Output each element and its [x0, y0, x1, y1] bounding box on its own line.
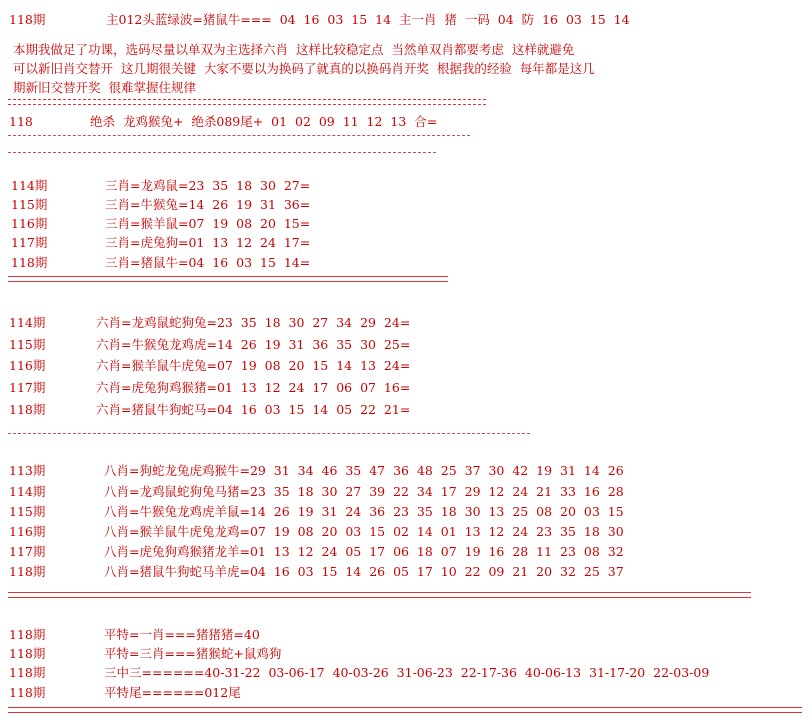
eight-period-113: 113期	[9, 463, 46, 478]
divider	[8, 276, 448, 282]
three-row-115: 三肖=牛猴兔=14 26 19 31 36=	[105, 197, 311, 212]
three-period-118: 118期	[11, 255, 48, 270]
special-row-4: 平特尾======012尾	[104, 685, 241, 700]
eight-row-114: 八肖=龙鸡鼠蛇狗兔马猪=23 35 18 30 27 39 22 34 17 29 12 24 21 33 16 28	[104, 484, 624, 499]
special-period-2: 118期	[9, 646, 46, 661]
six-period-115: 115期	[9, 337, 46, 352]
three-period-115: 115期	[11, 197, 48, 212]
six-row-118: 六肖=猪鼠牛狗蛇马=04 16 03 15 14 05 22 21=	[96, 402, 411, 417]
header-period: 118期	[9, 12, 46, 27]
six-period-114: 114期	[9, 315, 46, 330]
three-period-117: 117期	[11, 235, 48, 250]
special-row-2: 平特=三肖===猪猴蛇+鼠鸡狗	[104, 646, 282, 661]
intro-line-1: 本期我做足了功课，选码尽量以单双为主选择六肖 这样比较稳定点 当然单双肖都要考虑 这样就避免	[13, 42, 575, 57]
eight-period-117: 117期	[9, 544, 46, 559]
six-row-114: 六肖=龙鸡鼠蛇狗兔=23 35 18 30 27 34 29 24=	[96, 315, 411, 330]
divider	[8, 152, 436, 153]
eight-period-114: 114期	[9, 484, 46, 499]
divider	[8, 433, 530, 434]
special-row-3: 三中三======40-31-22 03-06-17 40-03-26 31-06-23 22-17-36 40-06-13 31-17-20 22-03-09	[104, 665, 710, 680]
eight-period-115: 115期	[9, 504, 46, 519]
special-period-3: 118期	[9, 665, 46, 680]
three-row-114: 三肖=龙鸡鼠=23 35 18 30 27=	[105, 178, 311, 193]
kill-period: 118	[9, 114, 33, 129]
divider	[8, 707, 802, 713]
eight-row-116: 八肖=猴羊鼠牛虎兔龙鸡=07 19 08 20 03 15 02 14 01 13 12 24 23 35 18 30	[104, 524, 624, 539]
eight-period-118: 118期	[9, 564, 46, 579]
kill-text: 绝杀 龙鸡猴兔+ 绝杀089尾+ 01 02 09 11 12 13 合=	[90, 114, 438, 129]
divider	[8, 135, 470, 136]
eight-row-113: 八肖=狗蛇龙兔虎鸡猴牛=29 31 34 46 35 47 36 48 25 37 30 42 19 31 14 26	[104, 463, 624, 478]
divider	[8, 592, 751, 598]
six-period-116: 116期	[9, 358, 46, 373]
three-row-117: 三肖=虎兔狗=01 13 12 24 17=	[105, 235, 311, 250]
intro-line-2: 可以新旧肖交替开 这几期很关键 大家不要以为换码了就真的以换码肖开奖 根据我的经验 每年都是这几	[13, 61, 595, 76]
eight-row-118: 八肖=猪鼠牛狗蛇马羊虎=04 16 03 15 14 26 05 17 10 22 09 21 20 32 25 37	[104, 564, 624, 579]
three-row-116: 三肖=猴羊鼠=07 19 08 20 15=	[105, 216, 311, 231]
six-period-118: 118期	[9, 402, 46, 417]
six-row-115: 六肖=牛猴兔龙鸡虎=14 26 19 31 36 35 30 25=	[96, 337, 411, 352]
header-main-line: 主012头蓝绿波=猪鼠牛=== 04 16 03 15 14 主一肖 猪 一码 04 防 16 03 15 14	[106, 12, 630, 27]
special-period-4: 118期	[9, 685, 46, 700]
six-row-116: 六肖=猴羊鼠牛虎兔=07 19 08 20 15 14 13 24=	[96, 358, 411, 373]
three-period-114: 114期	[11, 178, 48, 193]
three-row-118: 三肖=猪鼠牛=04 16 03 15 14=	[105, 255, 311, 270]
eight-period-116: 116期	[9, 524, 46, 539]
special-row-1: 平特=一肖===猪猪猪=40	[104, 627, 260, 642]
six-row-117: 六肖=虎兔狗鸡猴猪=01 13 12 24 17 06 07 16=	[96, 380, 411, 395]
divider	[8, 99, 486, 105]
intro-line-3: 期新旧交替开奖 很难掌握住规律	[13, 80, 196, 95]
six-period-117: 117期	[9, 380, 46, 395]
eight-row-115: 八肖=牛猴兔龙鸡虎羊鼠=14 26 19 31 24 36 23 35 18 30 13 25 08 20 03 15	[104, 504, 624, 519]
special-period-1: 118期	[9, 627, 46, 642]
eight-row-117: 八肖=虎兔狗鸡猴猪龙羊=01 13 12 24 05 17 06 18 07 19 16 28 11 23 08 32	[104, 544, 624, 559]
three-period-116: 116期	[11, 216, 48, 231]
